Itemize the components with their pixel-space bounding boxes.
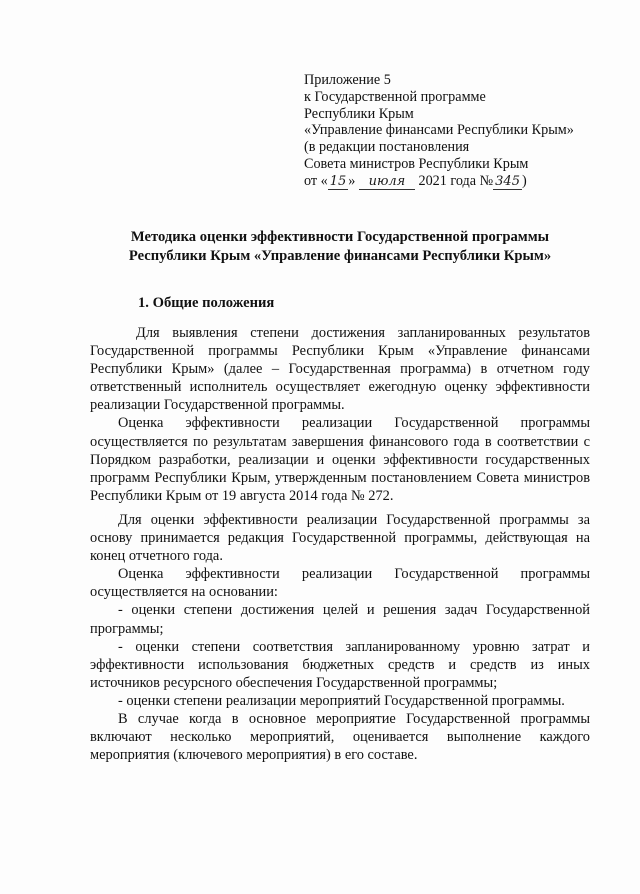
header-line: Совета министров Республики Крым — [304, 155, 529, 172]
title-line-1: Методика оценки эффективности Государственной программы — [130, 229, 550, 245]
list-item: - оценки степени соответствия запланированному уровню затрат и эффективности использования бюджетных средств и средств из иных источников ресурсного обеспечения Государственной программы; — [90, 638, 590, 691]
handwritten-day: 15 — [329, 173, 347, 189]
header-line: «Управление финансами Республики Крым» — [304, 122, 574, 139]
section-heading: 1. Общие положения — [138, 295, 275, 311]
list-item: - оценки степени реализации мероприятий Государственной программы. — [118, 692, 565, 709]
date-year: 2021 года № — [414, 172, 494, 189]
document-body — [90, 324, 590, 764]
header-line: (в редакции постановления — [304, 139, 470, 156]
date-mid: » — [348, 172, 359, 189]
header-line: к Государственной программе — [304, 88, 486, 105]
paragraph: В случае когда в основное мероприятие Государственной программы включают несколько мероприятий, оценивается выполнение каждого мероприятия (ключевого мероприятия) в его составе. — [90, 710, 590, 764]
appendix-header — [304, 72, 604, 190]
header-line: Республики Крым — [304, 105, 414, 122]
paragraph: Оценка эффективности реализации Государственной программы осуществляется на основании: — [90, 566, 590, 601]
title-line-2: Республики Крым «Управление финансами Республики Крым» — [128, 248, 552, 264]
list-item: - оценки степени достижения целей и решения задач Государственной программы; — [90, 602, 590, 637]
handwritten-number: 345 — [495, 173, 520, 189]
paragraph: Оценка эффективности реализации Государственной программы осуществляется по результатам завершения финансового года в соответствии с Порядком разработки, реализации и оценки эффективности государственных программ Республики Крым, утвержденным постановлением Совета министров Республики Крым от 19 августа 2014 года № 272. — [90, 415, 590, 504]
paragraph: Для выявления степени достижения запланированных результатов Государственной программы Республики Крым «Управление финансами Республики Крым» (далее – Государственная программа) в отчетном году ответственный исполнитель осуществляет ежегодную оценку эффективности реализации Государственной программы. — [90, 325, 590, 414]
paragraph: Для оценки эффективности реализации Государственной программы за основу принимается редакция Государственной программы, действующая на конец отчетного года. — [90, 511, 590, 565]
header-line: Приложение 5 — [304, 72, 391, 88]
header-date-line — [304, 173, 604, 190]
document-title — [90, 228, 590, 266]
date-suffix: ) — [521, 172, 527, 189]
date-prefix: от « — [304, 172, 328, 189]
handwritten-month: июля — [359, 175, 415, 190]
